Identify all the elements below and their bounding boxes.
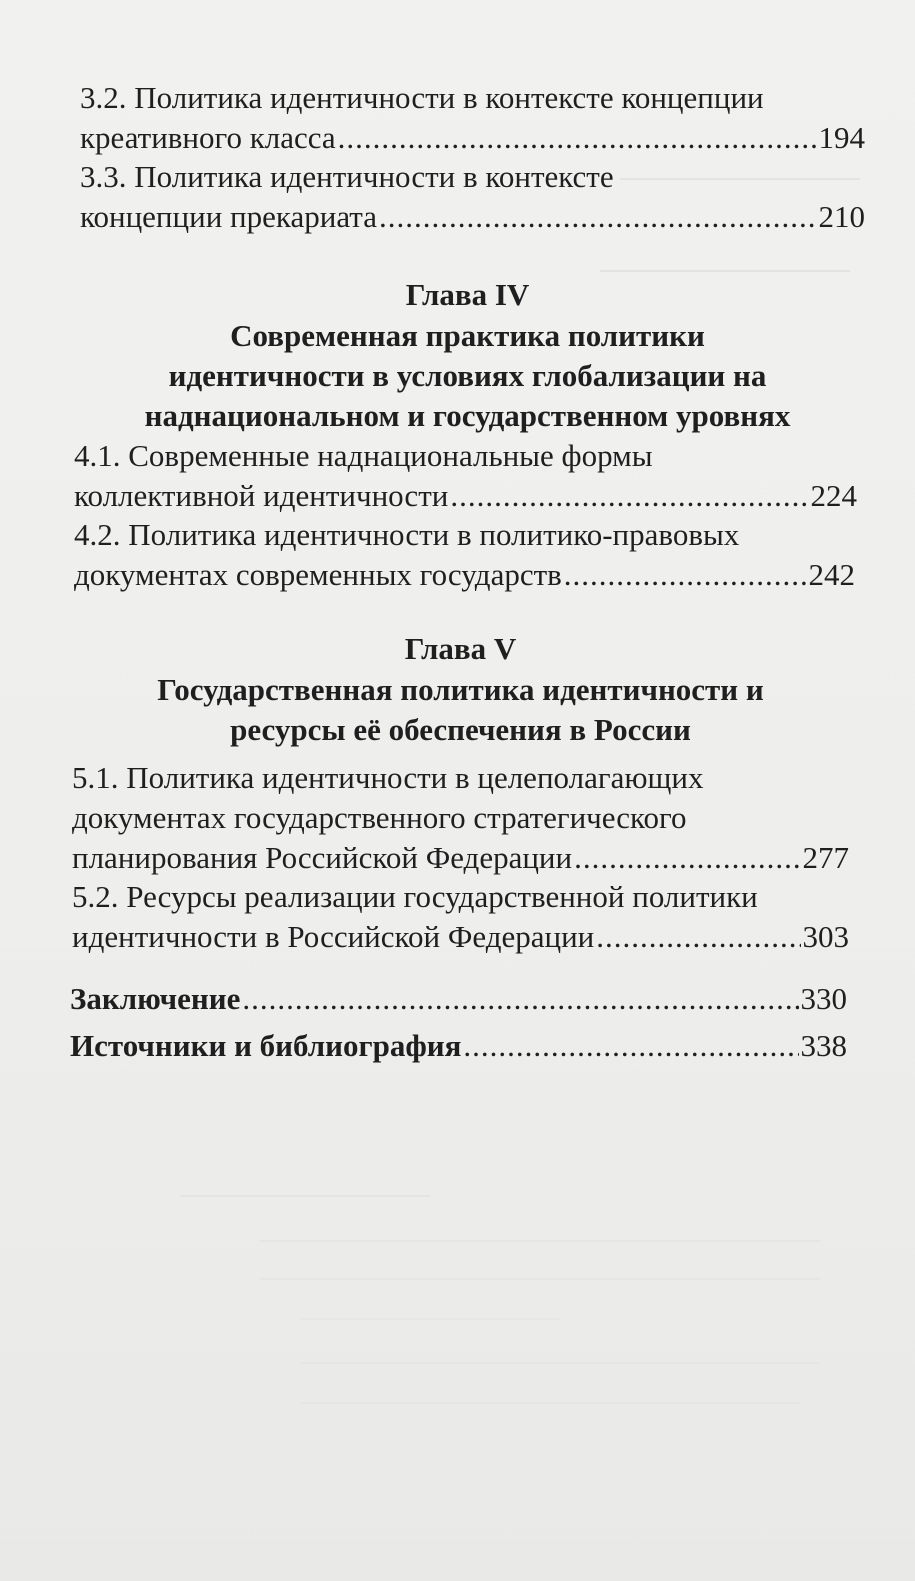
- toc-entry: [70, 78, 865, 158]
- toc-entry-text: Заключение: [70, 981, 241, 1016]
- toc-entry-text: концепции прекариата: [80, 199, 377, 234]
- chapter-label: Глава IV: [405, 277, 530, 312]
- toc-entry: [70, 877, 865, 957]
- toc-entry-last-line: [70, 979, 847, 1019]
- toc-entry-line: 5.1. Политика идентичности в целеполагающих: [72, 760, 704, 795]
- toc-entry-last-line: [70, 1026, 847, 1066]
- leader-dots: [379, 197, 817, 237]
- page-number: 303: [802, 919, 849, 954]
- bleed-through-line: [300, 1402, 800, 1404]
- chapter-heading: [70, 629, 865, 750]
- toc-entry-bibliography: [70, 1026, 865, 1066]
- leader-dots: [463, 1026, 798, 1066]
- toc-entry-line: 3.3. Политика идентичности в контексте: [80, 159, 614, 194]
- chapter-title: Современная практика политики идентичности в условиях глобализации на наднациональном и государственном уровнях: [144, 318, 791, 433]
- leader-dots: [574, 838, 800, 878]
- toc-entry-text: Источники и библиография: [70, 1028, 462, 1063]
- toc-entry-conclusion: [70, 979, 865, 1019]
- toc-entry-last-line: [74, 555, 855, 595]
- leader-dots: [564, 555, 807, 595]
- leader-dots: [338, 118, 817, 158]
- toc-entry-last-line: [80, 118, 865, 158]
- page-number: 224: [810, 478, 857, 513]
- page-number: 210: [818, 199, 865, 234]
- page-number: 194: [818, 120, 865, 155]
- toc-entry-text: документах современных государств: [74, 557, 562, 592]
- page-number: 330: [800, 981, 847, 1016]
- leader-dots: [596, 917, 800, 957]
- bleed-through-line: [300, 1318, 560, 1320]
- toc-entry: [70, 758, 865, 878]
- toc-entry-last-line: [72, 917, 849, 957]
- chapter-title: Государственная политика идентичности и ресурсы её обеспечения в России: [157, 672, 764, 747]
- toc-entry-line: 4.2. Политика идентичности в политико-правовых: [74, 517, 740, 552]
- toc-entry-line: 4.1. Современные наднациональные формы: [74, 438, 653, 473]
- chapter-label: Глава V: [404, 631, 517, 666]
- bleed-through-line: [260, 1240, 820, 1242]
- toc-entry-line: 3.2. Политика идентичности в контексте концепции: [80, 80, 764, 115]
- toc-entry-text: креативного класса: [80, 120, 336, 155]
- toc-entry-last-line: [72, 838, 849, 878]
- toc-entry-line: документах государственного стратегического: [72, 800, 687, 835]
- toc-entry: [70, 436, 865, 516]
- toc-entry-text: коллективной идентичности: [74, 478, 449, 513]
- page-number: 242: [808, 557, 855, 592]
- bleed-through-line: [260, 1278, 820, 1280]
- page-number: 277: [802, 840, 849, 875]
- toc-entry-text: планирования Российской Федерации: [72, 840, 573, 875]
- toc-entry-line: 5.2. Ресурсы реализации государственной политики: [72, 879, 758, 914]
- chapter-heading: [70, 275, 865, 436]
- toc-entry-last-line: [74, 476, 857, 516]
- page-number: 338: [800, 1028, 847, 1063]
- bleed-through-line: [180, 1195, 430, 1197]
- toc-entry-text: идентичности в Российской Федерации: [72, 919, 595, 954]
- leader-dots: [450, 476, 808, 516]
- toc-entry: [70, 157, 865, 237]
- leader-dots: [242, 979, 798, 1019]
- table-of-contents: [70, 78, 865, 1066]
- bleed-through-line: [300, 1362, 820, 1364]
- toc-entry: [70, 515, 865, 595]
- toc-entry-last-line: [80, 197, 865, 237]
